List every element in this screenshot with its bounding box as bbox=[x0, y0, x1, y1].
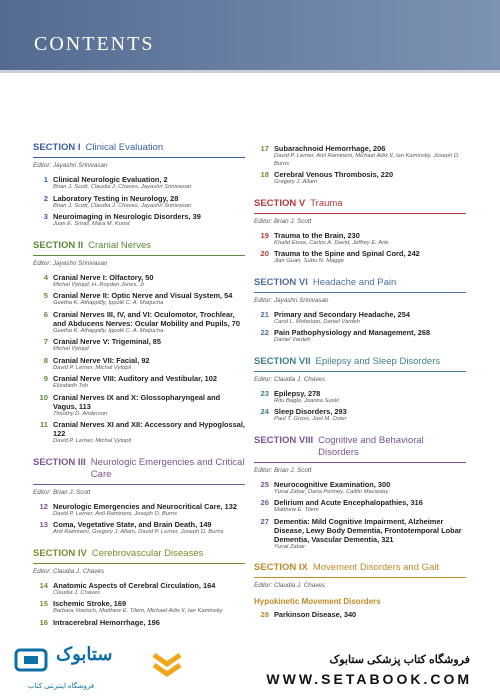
section-label: SECTION II bbox=[33, 239, 84, 251]
section-heading-row bbox=[254, 198, 466, 210]
chapter-number: 17 bbox=[260, 144, 269, 153]
chapter-number: 15 bbox=[39, 599, 48, 608]
section-block bbox=[254, 562, 466, 630]
toc-entry bbox=[254, 498, 466, 515]
chapter-body bbox=[53, 273, 245, 290]
toc-entry bbox=[254, 310, 466, 327]
toc-entry bbox=[33, 520, 245, 537]
section-block bbox=[33, 457, 245, 548]
chapter-title: Cranial Nerves XI and XII: Accessory and Hypoglossal, 122 bbox=[53, 420, 245, 438]
chapter-authors: David P. Lerner, Michal Vytopil bbox=[53, 364, 132, 371]
chapter-authors: Brian J. Scott, Claudia J. Chaves, Jayashri Srinivasan bbox=[53, 184, 192, 190]
chapter-number: 20 bbox=[260, 249, 269, 258]
section-gap bbox=[33, 629, 245, 638]
chapter-number: 3 bbox=[43, 212, 48, 221]
section-heading bbox=[254, 277, 466, 293]
chapter-title: Trauma to the Brain, 230 bbox=[274, 230, 360, 240]
chapter-authors: David P. Lerner, Michal Vytopil bbox=[53, 438, 132, 444]
section-heading bbox=[254, 198, 466, 214]
page-title: CONTENTS bbox=[34, 33, 155, 55]
chapter-body bbox=[274, 144, 466, 168]
section-heading bbox=[254, 435, 466, 463]
chapter-number: 7 bbox=[43, 337, 48, 346]
chapter-authors: Carol L. Moheban, Daniel Vardeh bbox=[274, 318, 360, 325]
chapter-number: 14 bbox=[39, 580, 48, 590]
chapter-body bbox=[53, 175, 245, 192]
chapter-title: Neurocognitive Examination, 300 bbox=[274, 479, 391, 489]
section-block bbox=[33, 142, 245, 240]
chapter-authors: Ritu Bagla, Joanna Suski bbox=[274, 397, 339, 404]
setabook-logo-icon bbox=[14, 646, 50, 676]
chapter-number: 5 bbox=[43, 291, 48, 300]
section-heading bbox=[254, 562, 466, 578]
chapter-body bbox=[274, 231, 466, 248]
chapter-number: 8 bbox=[43, 355, 48, 365]
toc-entry bbox=[33, 581, 245, 598]
chapter-body bbox=[274, 389, 466, 406]
section-editor: Editor: Brian J. Scott bbox=[254, 466, 312, 474]
chapter-body bbox=[53, 310, 245, 336]
section-label: SECTION V bbox=[254, 197, 306, 209]
section-block bbox=[254, 435, 466, 563]
section-block bbox=[254, 277, 466, 356]
chapter-title: Subarachnoid Hemorrhage, 206 bbox=[274, 144, 386, 153]
chapter-body bbox=[53, 618, 245, 627]
watermark-persian-line: فروشگاه کتاب پزشکی ستابوک bbox=[329, 654, 470, 666]
chapter-title: Delirium and Acute Encephalopathies, 316 bbox=[274, 498, 423, 507]
chapter-title: Cranial Nerve VIII: Auditory and Vestibular, 102 bbox=[53, 374, 218, 383]
chapter-authors: Claudia J. Chaves bbox=[53, 589, 101, 596]
section-block bbox=[254, 198, 466, 277]
section-gap bbox=[254, 347, 466, 356]
section-heading bbox=[33, 548, 245, 564]
left-column bbox=[33, 142, 245, 638]
section-label: SECTION I bbox=[33, 142, 81, 153]
chapter-title: Epilepsy, 278 bbox=[274, 388, 321, 398]
chapter-title: Cerebral Venous Thrombosis, 220 bbox=[274, 170, 394, 179]
section-title: Cranial Nerves bbox=[88, 239, 151, 251]
toc-entry bbox=[254, 610, 466, 619]
chapter-body bbox=[53, 337, 245, 354]
section-title: Clinical Evaluation bbox=[85, 142, 164, 153]
chapter-authors: Paul T. Gross, Joel M. Oster bbox=[274, 416, 347, 422]
chapter-authors: David P. Lerner, Anil Ramineni, Michael Adix II, Ian Kaminsky, Joseph D. Burns bbox=[274, 153, 460, 167]
chapter-title: Coma, Vegetative State, and Brain Death, 149 bbox=[53, 520, 212, 529]
section-gap bbox=[254, 553, 466, 562]
toc-entry bbox=[33, 393, 245, 419]
toc-entry bbox=[33, 420, 245, 446]
chapter-number: 10 bbox=[39, 392, 48, 402]
section-gap bbox=[33, 448, 245, 457]
toc-entry bbox=[254, 144, 466, 168]
watermark-url: WWW.SETABOOK.COM bbox=[266, 671, 472, 687]
section-label: SECTION IX bbox=[254, 562, 308, 573]
section-editor: Editor: Claudia J. Chaves bbox=[254, 582, 326, 589]
chapter-number: 27 bbox=[260, 516, 269, 526]
section-heading-row bbox=[33, 457, 245, 481]
section-label: SECTION VII bbox=[254, 355, 311, 367]
toc-entry bbox=[33, 374, 245, 391]
chapter-title: Dementia: Mild Cognitive Impairment, Alzheimer Disease, Lewy Body Dementia, Frontotemporal Lobar Dementia, Vascular Dementia, 321 bbox=[274, 516, 462, 544]
section-editor: Editor: Jayashri Srinivasan bbox=[254, 296, 329, 304]
chapter-title: Cranial Nerve V: Trigeminal, 85 bbox=[53, 337, 162, 346]
watermark-logo-text: ستابوک bbox=[56, 644, 113, 664]
section-block bbox=[33, 240, 245, 457]
chapter-authors: Anil Ramineni, Gregory J. Allam, David P. Lerner, Joseph D. Burns bbox=[53, 529, 224, 535]
chapter-body bbox=[274, 170, 466, 187]
chapter-body bbox=[53, 420, 245, 446]
toc-entry bbox=[33, 356, 245, 373]
chapter-number: 19 bbox=[260, 230, 269, 240]
section-heading-row bbox=[33, 240, 245, 252]
chapter-number: 16 bbox=[39, 617, 48, 627]
section-editor: Editor: Claudia J. Chaves bbox=[33, 567, 105, 575]
section-heading-row bbox=[254, 277, 466, 289]
chevron-logo-icon bbox=[152, 649, 182, 679]
chapter-title: Neurologic Emergencies and Neurocritical Care, 132 bbox=[53, 501, 238, 511]
chapter-body bbox=[53, 374, 245, 391]
chapter-number: 12 bbox=[39, 501, 48, 511]
toc-entry bbox=[254, 170, 466, 187]
chapter-authors: Matthew E. Tilem bbox=[274, 507, 319, 513]
toc-entry bbox=[254, 407, 466, 424]
toc-entry bbox=[254, 517, 466, 552]
section-editor: Editor: Brian J. Scott bbox=[33, 488, 91, 496]
chapter-authors: Yuval Zabar bbox=[274, 543, 306, 550]
chapter-authors: Jian Guan, Subu N. Magge bbox=[274, 258, 344, 264]
chapter-authors: David P. Lerner, Anil Ramineni, Joseph D. Burns bbox=[53, 510, 178, 517]
section-heading-row bbox=[254, 356, 466, 368]
section-heading bbox=[254, 356, 466, 372]
chapter-authors: Yuval Zabar, Dana Penney, Caitlin Macaulay bbox=[274, 488, 389, 495]
chapter-number: 24 bbox=[260, 407, 269, 416]
chapter-body bbox=[274, 480, 466, 497]
toc-entry bbox=[33, 618, 245, 627]
chapter-body bbox=[274, 249, 466, 266]
chapter-number: 13 bbox=[39, 520, 48, 529]
chapter-number: 18 bbox=[260, 170, 269, 179]
subsection-heading: Hypokinetic Movement Disorders bbox=[254, 597, 381, 606]
chapter-body bbox=[53, 520, 245, 537]
chapter-title: Cranial Nerve II: Optic Nerve and Visual System, 54 bbox=[53, 291, 233, 300]
chapter-body bbox=[53, 194, 245, 211]
chapter-title: Trauma to the Spine and Spinal Cord, 242 bbox=[274, 249, 420, 258]
chapter-title: Pain Pathophysiology and Management, 268 bbox=[274, 328, 431, 337]
section-heading bbox=[33, 240, 245, 256]
header-banner bbox=[0, 0, 500, 70]
chapter-title: Neuroimaging in Neurologic Disorders, 39 bbox=[53, 212, 201, 221]
section-block bbox=[33, 548, 245, 638]
section-heading bbox=[33, 457, 245, 485]
section-editor: Editor: Brian J. Scott bbox=[254, 217, 312, 225]
chapter-title: Ischemic Stroke, 169 bbox=[53, 599, 127, 608]
toc-entry bbox=[33, 502, 245, 519]
toc-entry bbox=[254, 389, 466, 406]
toc-entry bbox=[33, 291, 245, 308]
chapter-body bbox=[53, 356, 245, 373]
toc-entry bbox=[33, 599, 245, 616]
chapter-number: 23 bbox=[260, 388, 269, 398]
chapter-number: 2 bbox=[43, 193, 48, 203]
chapter-number: 11 bbox=[39, 420, 48, 429]
chapter-authors: Juan E. Small, Mara M. Kunst bbox=[53, 221, 130, 227]
chapter-number: 1 bbox=[43, 175, 48, 184]
chapter-title: Intracerebral Hemorrhage, 196 bbox=[53, 617, 160, 627]
chapter-title: Cranial Nerves IX and X: Glossopharyngeal and Vagus, 113 bbox=[53, 392, 221, 411]
section-heading-row bbox=[33, 548, 245, 560]
toc-entry bbox=[33, 212, 245, 229]
chapter-authors: Michal Vytopil bbox=[53, 346, 89, 352]
chapter-number: 9 bbox=[43, 374, 48, 383]
section-heading-row bbox=[254, 435, 466, 459]
toc-entry bbox=[33, 175, 245, 192]
chapter-body bbox=[274, 610, 466, 619]
toc-entry bbox=[254, 328, 466, 345]
chapter-body bbox=[274, 328, 466, 345]
chapter-authors: Brian J. Scott, Claudia J. Chaves, Jayashri Srinivasan bbox=[53, 202, 192, 209]
header-rule bbox=[0, 70, 500, 73]
section-editor: Editor: Claudia J. Chaves bbox=[254, 375, 326, 383]
chapter-number: 21 bbox=[260, 309, 269, 319]
section-title: Movement Disorders and Gait bbox=[312, 562, 440, 573]
section-gap bbox=[254, 621, 466, 630]
watermark-logo-subtitle: فروشگاه اینترنتی کتاب bbox=[28, 683, 95, 690]
toc-entry bbox=[254, 249, 466, 266]
section-gap bbox=[33, 231, 245, 240]
chapter-title: Anatomic Aspects of Cerebral Circulation, 164 bbox=[53, 580, 216, 590]
chapter-title: Primary and Secondary Headache, 254 bbox=[274, 309, 410, 319]
section-gap bbox=[254, 426, 466, 435]
right-column bbox=[254, 144, 466, 630]
section-title: Cerebrovascular Diseases bbox=[91, 547, 204, 559]
chapter-body bbox=[53, 291, 245, 308]
chapter-title: Cranial Nerve I: Olfactory, 50 bbox=[53, 272, 154, 282]
section-heading-row bbox=[33, 142, 245, 154]
chapter-authors: Geetha K. Athappilly, Ippolit C. A. Matjucha bbox=[53, 300, 164, 306]
section-gap bbox=[254, 268, 466, 277]
section-block bbox=[254, 144, 466, 198]
chapter-title: Cranial Nerve VII: Facial, 92 bbox=[53, 355, 150, 365]
toc-entry bbox=[254, 480, 466, 497]
section-heading-row bbox=[254, 562, 466, 574]
chapter-authors: Barbara Voetsch, Matthew E. Tilem, Michael Adix II, Ian Kaminsky bbox=[53, 608, 223, 614]
chapter-authors: Elizabeth Toh bbox=[53, 383, 88, 389]
chapter-number: 28 bbox=[260, 610, 269, 619]
chapter-body bbox=[274, 407, 466, 424]
chapter-title: Cranial Nerves III, IV, and VI: Oculomotor, Trochlear, and Abducens Nerves: Ocular Mobility and Pupils, 70 bbox=[53, 309, 240, 328]
chapter-authors: Timothy D. Anderson bbox=[53, 410, 108, 417]
toc-entry bbox=[33, 194, 245, 211]
chapter-authors: Michal Vytopil, H. Royden Jones, Jr bbox=[53, 281, 145, 288]
toc-entry bbox=[33, 337, 245, 354]
section-title: Trauma bbox=[310, 197, 343, 209]
chapter-authors: Daniel Vardeh bbox=[274, 337, 311, 343]
chapter-title: Laboratory Testing in Neurology, 28 bbox=[53, 193, 179, 203]
section-label: SECTION VI bbox=[254, 276, 308, 288]
section-label: SECTION IV bbox=[33, 547, 87, 559]
chapter-body bbox=[53, 393, 245, 419]
chapter-body bbox=[53, 502, 245, 519]
toc-entry bbox=[33, 273, 245, 290]
section-gap bbox=[254, 189, 466, 198]
section-block bbox=[254, 356, 466, 435]
chapter-title: Clinical Neurologic Evaluation, 2 bbox=[53, 175, 168, 184]
chapter-body bbox=[53, 599, 245, 616]
chapter-number: 4 bbox=[43, 272, 48, 282]
chapter-body bbox=[53, 212, 245, 229]
chapter-authors: Khalid Eissa, Carlos A. David, Jeffrey E. Arle bbox=[274, 239, 389, 246]
chapter-title: Sleep Disorders, 293 bbox=[274, 407, 347, 416]
chapter-number: 22 bbox=[260, 328, 269, 337]
section-title: Epilepsy and Sleep Disorders bbox=[315, 355, 441, 367]
chapter-body bbox=[274, 498, 466, 515]
chapter-body bbox=[53, 581, 245, 598]
chapter-authors: Gregory J. Allam bbox=[274, 179, 317, 185]
chapter-authors: Geetha K. Athappilly, Ippolit C. A. Matjucha bbox=[53, 327, 164, 334]
chapter-title: Parkinson Disease, 340 bbox=[274, 610, 357, 619]
section-title: Headache and Pain bbox=[312, 276, 397, 288]
chapter-body bbox=[274, 310, 466, 327]
section-editor: Editor: Jayashri Srinivasan bbox=[33, 259, 108, 267]
chapter-number: 26 bbox=[260, 498, 269, 507]
section-title: Neurologic Emergencies and Critical Care bbox=[90, 456, 245, 480]
section-label: SECTION VIII bbox=[254, 434, 314, 446]
section-title: Cognitive and Behavioral Disorders bbox=[318, 434, 424, 458]
chapter-number: 6 bbox=[43, 309, 48, 319]
section-label: SECTION III bbox=[33, 456, 86, 468]
chapter-body bbox=[274, 517, 466, 552]
toc-entry bbox=[254, 231, 466, 248]
section-editor: Editor: Jayashri Srinivasan bbox=[33, 162, 108, 169]
toc-entry bbox=[33, 310, 245, 336]
section-gap bbox=[33, 539, 245, 548]
chapter-number: 25 bbox=[260, 479, 269, 489]
section-heading bbox=[33, 142, 245, 158]
